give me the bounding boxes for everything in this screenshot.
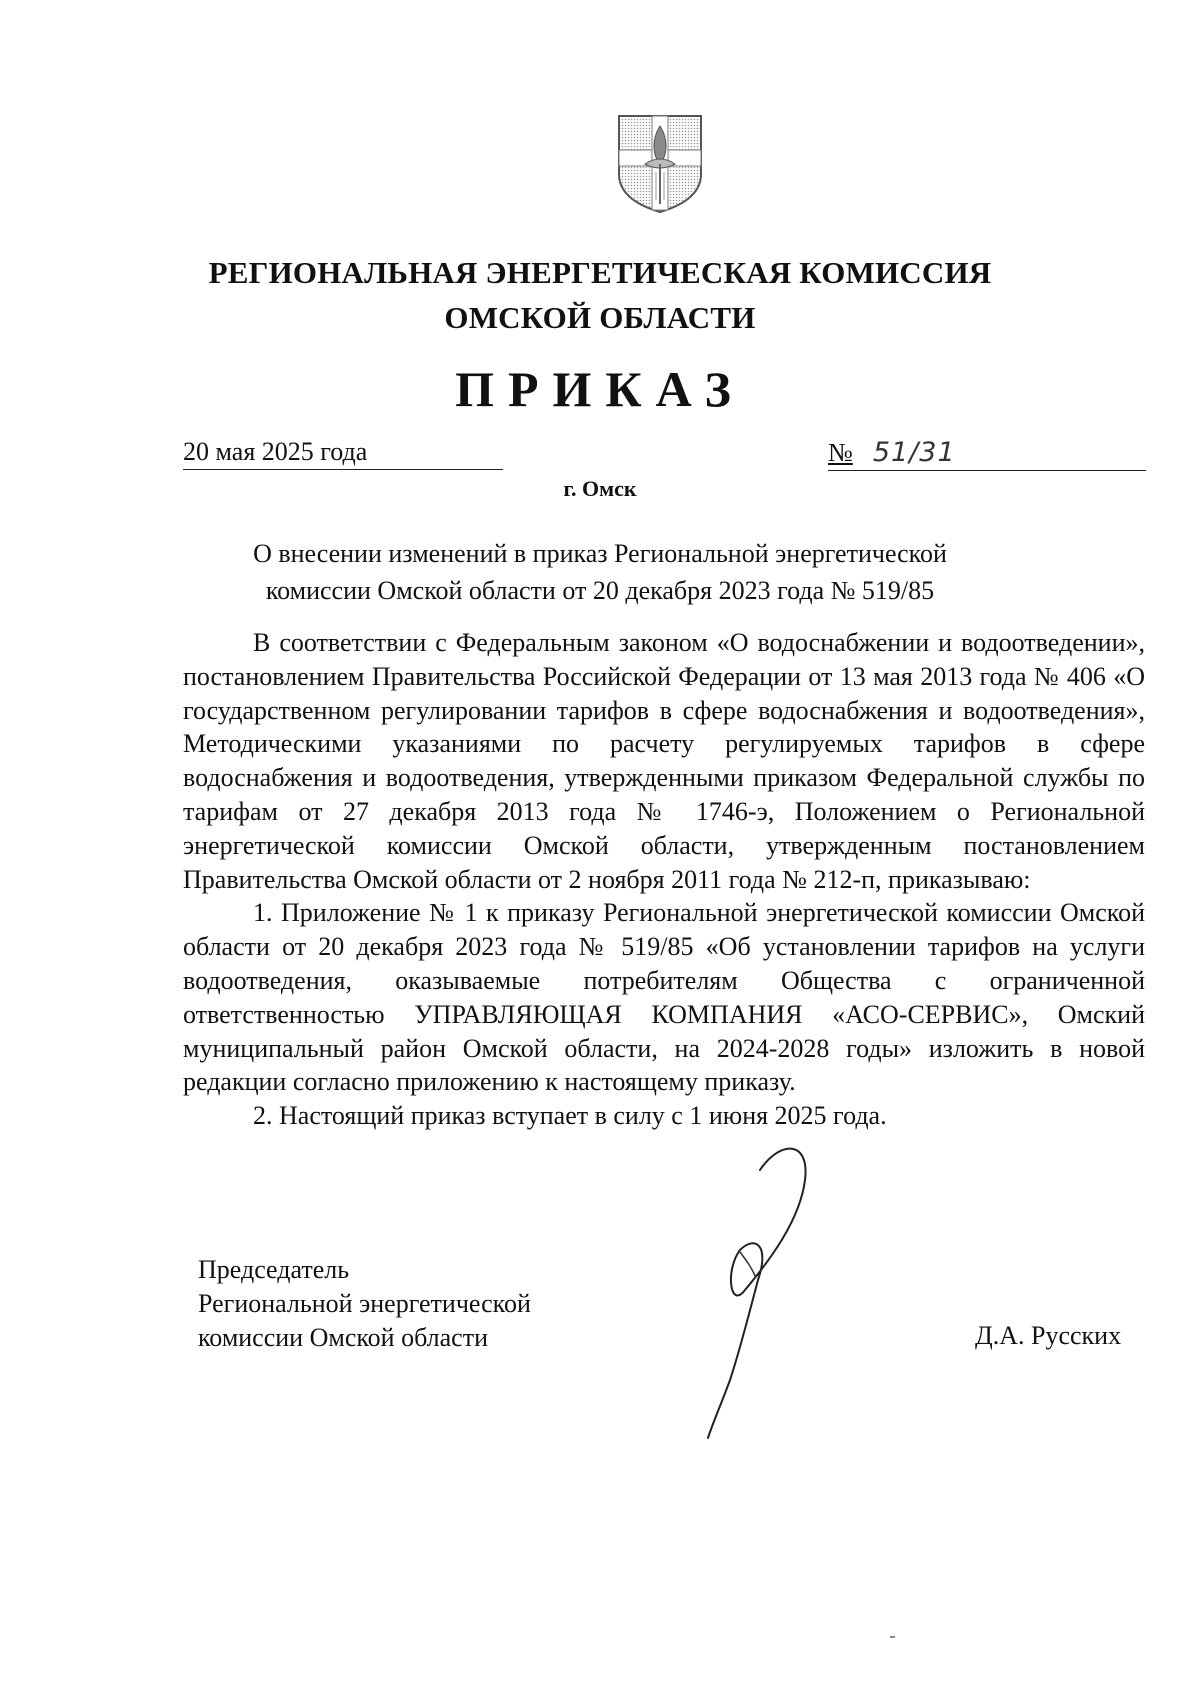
organization-name-line2: ОМСКОЙ ОБЛАСТИ xyxy=(444,300,756,335)
document-type-title: ПРИКАЗ xyxy=(455,361,745,417)
organization-name-line1: РЕГИОНАЛЬНАЯ ЭНЕРГЕТИЧЕСКАЯ КОМИССИЯ xyxy=(208,255,992,290)
number-sign: № xyxy=(828,438,853,467)
body-item-1: 1. Приложение № 1 к приказу Региональной энергетической комиссии Омской области от 20 декабря 2023 года № 519/85 «Об установлении тарифов на услуги водоотведения, оказываемые потребителям Общества с ограниченной ответственностью УПРАВЛЯЮЩАЯ КОМПАНИЯ «АСО-СЕРВИС», Омский муниципальный район Омской области, на 2024-2028 годы» изложить в новой редакции согласно приложению к настоящему приказу. xyxy=(183,898,1145,1097)
signatory-name: Д.А. Русских xyxy=(975,1321,1122,1350)
document-subject xyxy=(0,535,1200,609)
scan-artifact xyxy=(890,1636,895,1638)
signatory-title xyxy=(198,1253,531,1355)
signatory-title-line2: Региональной энергетической xyxy=(198,1289,531,1318)
signatory-title-line1: Председатель xyxy=(198,1255,350,1284)
signatory-title-line3: комиссии Омской области xyxy=(198,1323,488,1352)
body-item-2: 2. Настоящий приказ вступает в силу с 1 июня 2025 года. xyxy=(253,1101,887,1131)
document-date: 20 мая 2025 года xyxy=(183,437,503,470)
subject-line1: О внесении изменений в приказ Региональной энергетической xyxy=(253,539,947,568)
document-body xyxy=(183,626,1145,1133)
document-number-field xyxy=(828,437,1146,471)
handwritten-signature xyxy=(700,1140,840,1440)
subject-line2: комиссии Омской области от 20 декабря 2023 года № 519/85 xyxy=(265,576,935,605)
body-preamble: В соответствии с Федеральным законом «О водоснабжении и водоотведении», постановлением Правительства Российской Федерации от 13 мая 2013 года № 406 «О государственном регулировании тарифов в сфере водоснабжения и водоотведения», Методическими указаниями по расчету регулируемых тарифов в сфере водоснабжения и водоотведения, утвержденными приказом Федеральной службы по тарифам от 27 декабря 2013 года № 1746-э, Положением о Региональной энергетической комиссии Омской области, утвержденным постановлением Правительства Омской области от 2 ноября 2011 года № 212-п, приказываю: xyxy=(183,628,1145,894)
document-city: г. Омск xyxy=(563,476,637,501)
document-number: 51/31 xyxy=(872,437,956,468)
coat-of-arms-icon xyxy=(615,112,705,215)
